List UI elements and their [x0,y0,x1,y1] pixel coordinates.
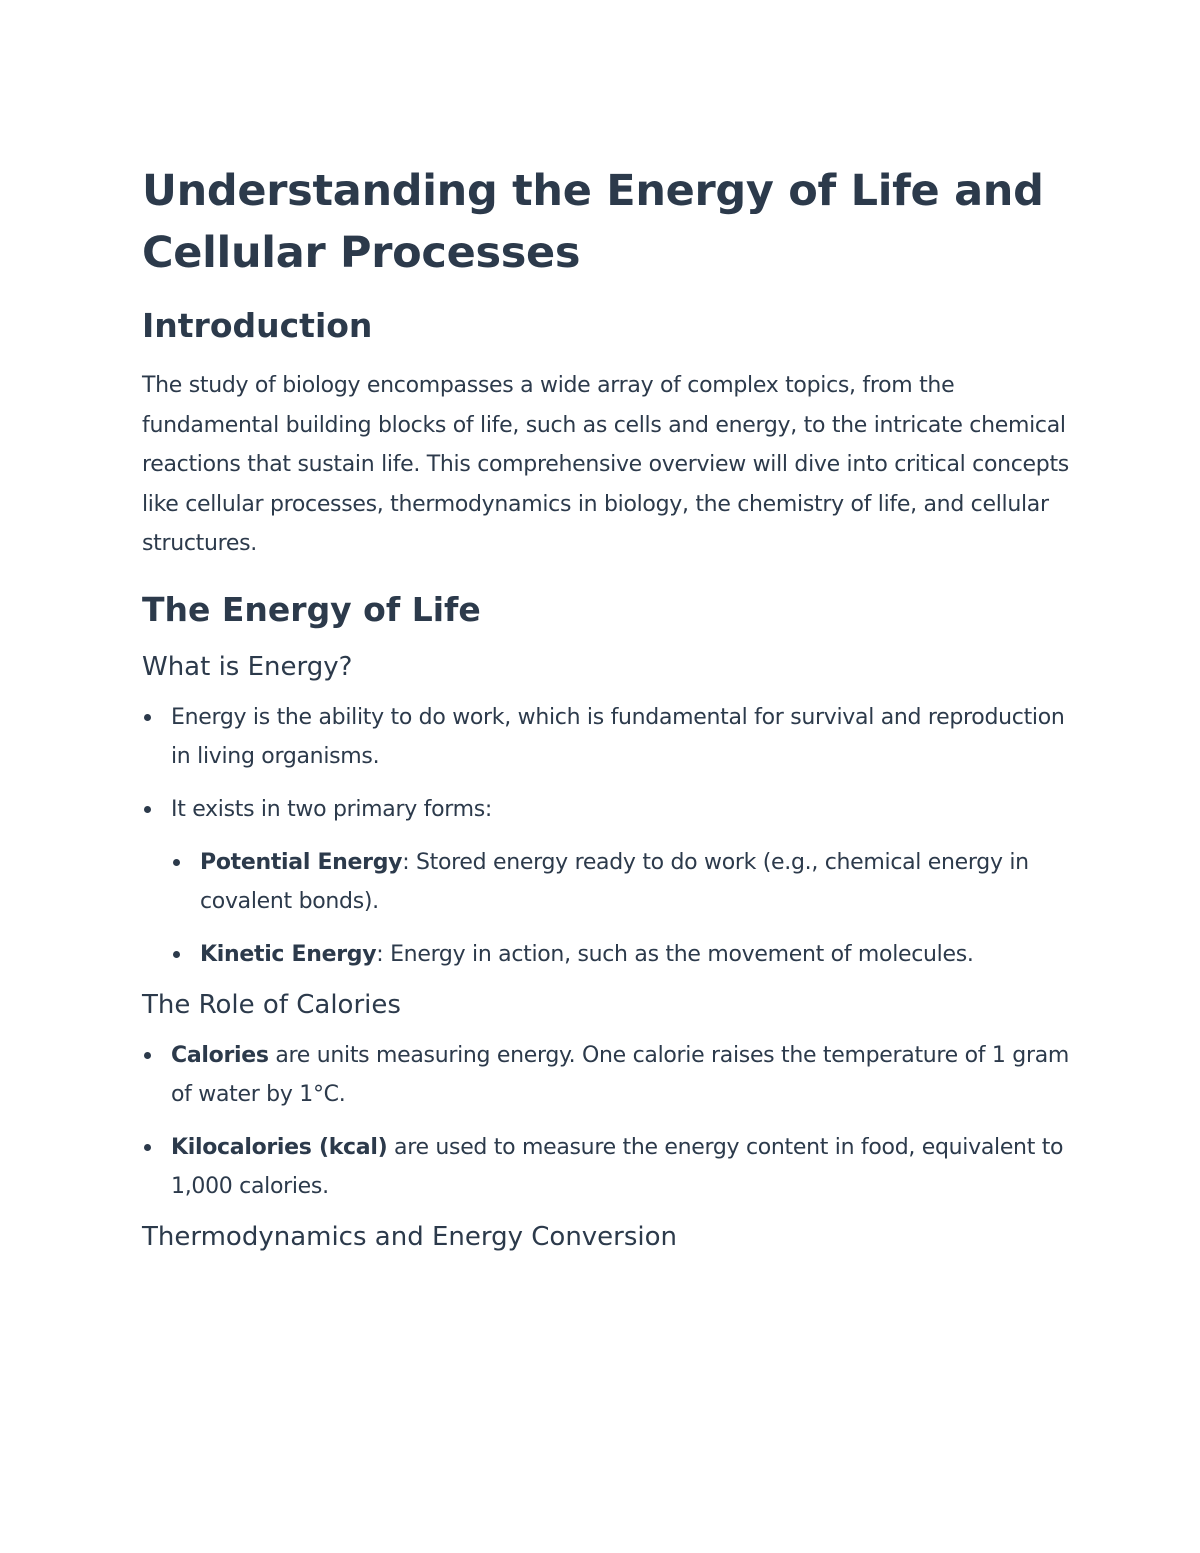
list-item-text: Energy is the ability to do work, which is fundamental for survival and reproduction in living organisms. [171,704,1065,769]
energy-forms-list [171,843,1072,974]
introduction-paragraph: The study of biology encompasses a wide array of complex topics, from the fundamental building blocks of life, such as cells and energy, to the intricate chemical reactions that sustain life. This comprehensive overview will dive into critical concepts like cellular processes, thermodynamics in biology, the chemistry of life, and cellular structures. [142,373,1069,556]
kilocalories-term: Kilocalories (kcal) [171,1134,388,1160]
list-item [142,1036,1072,1114]
list-item-text: It exists in two primary forms: [171,796,493,822]
calories-list [142,1036,1072,1206]
document-title: Understanding the Energy of Life and Cellular Processes [142,166,1044,278]
list-item [142,698,1072,776]
what-is-energy-heading: What is Energy? [142,651,353,682]
list-item [142,1128,1072,1206]
document-page [142,160,1072,1254]
introduction-heading: Introduction [142,306,373,345]
list-item [171,843,1072,921]
energy-of-life-heading: The Energy of Life [142,589,481,629]
list-item [142,790,1072,974]
calories-text: are units measuring energy. One calorie raises the temperature of 1 gram of water by 1°C. [171,1042,1070,1107]
list-item [171,935,1072,974]
potential-energy-text: : Stored energy ready to do work (e.g., chemical energy in covalent bonds). [200,849,1029,914]
what-is-energy-list [142,698,1072,974]
potential-energy-term: Potential Energy [200,849,403,875]
kinetic-energy-term: Kinetic Energy [200,941,377,967]
calories-term: Calories [171,1042,269,1068]
thermodynamics-heading: Thermodynamics and Energy Conversion [142,1221,678,1252]
kinetic-energy-text: : Energy in action, such as the movement of molecules. [376,941,974,967]
kilocalories-text: are used to measure the energy content in food, equivalent to 1,000 calories. [171,1134,1064,1199]
role-of-calories-heading: The Role of Calories [142,989,401,1020]
